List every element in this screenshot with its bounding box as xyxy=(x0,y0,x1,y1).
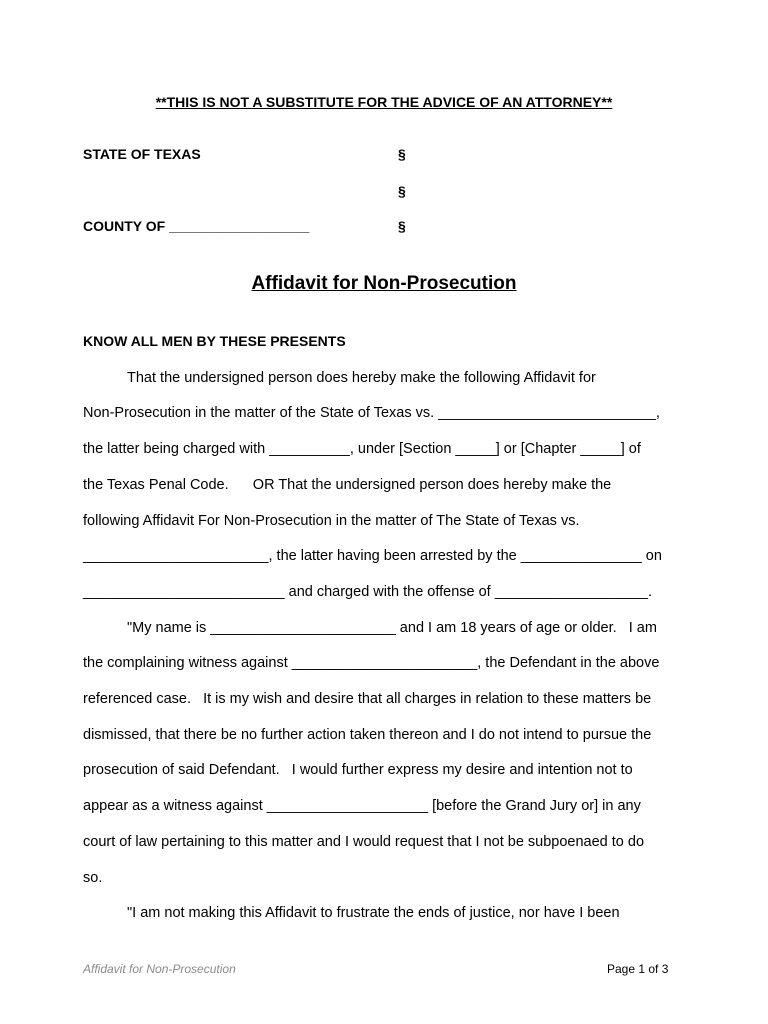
body-line: dismissed, that there be no further action taken thereon and I do not intend to pursue the xyxy=(83,727,652,743)
state-label: STATE OF TEXAS xyxy=(83,146,201,162)
body-line: _______________________, the latter having been arrested by the _______________ on xyxy=(83,548,662,564)
body-line: That the undersigned person does hereby make the following Affidavit for xyxy=(127,370,596,386)
know-all-men-heading: KNOW ALL MEN BY THESE PRESENTS xyxy=(83,333,346,349)
body-line: "My name is _______________________ and I am 18 years of age or older. I am xyxy=(127,620,657,636)
body-line: the Texas Penal Code. OR That the undersigned person does hereby make the xyxy=(83,477,612,493)
body-line: the complaining witness against _______________________, the Defendant in the above xyxy=(83,655,660,671)
body-line: appear as a witness against ____________________ [before the Grand Jury or] in any xyxy=(83,798,641,814)
section-symbol-3: § xyxy=(398,218,406,234)
body-line: the latter being charged with __________, under [Section _____] or [Chapter _____] of xyxy=(83,441,641,457)
body-line: referenced case. It is my wish and desire that all charges in relation to these matters be xyxy=(83,691,652,707)
body-line: Non-Prosecution in the matter of the State of Texas vs. ___________________________, xyxy=(83,405,660,421)
footer-page-number: Page 1 of 3 xyxy=(607,962,669,976)
section-symbol-2: § xyxy=(398,183,406,199)
body-line: "I am not making this Affidavit to frustrate the ends of justice, nor have I been xyxy=(127,905,620,921)
footer-document-name: Affidavit for Non-Prosecution xyxy=(83,962,236,976)
body-line: following Affidavit For Non-Prosecution in the matter of The State of Texas vs. xyxy=(83,513,580,529)
county-label: COUNTY OF __________________ xyxy=(83,218,310,234)
section-symbol-1: § xyxy=(398,146,406,162)
attorney-disclaimer: **THIS IS NOT A SUBSTITUTE FOR THE ADVICE OF AN ATTORNEY** xyxy=(155,94,613,110)
body-line: court of law pertaining to this matter and I would request that I not be subpoenaed to do xyxy=(83,834,645,850)
body-line: prosecution of said Defendant. I would further express my desire and intention not to xyxy=(83,762,633,778)
body-line: so. xyxy=(83,870,103,886)
body-line: _________________________ and charged with the offense of ___________________. xyxy=(83,584,652,600)
document-title: Affidavit for Non-Prosecution xyxy=(251,273,517,294)
